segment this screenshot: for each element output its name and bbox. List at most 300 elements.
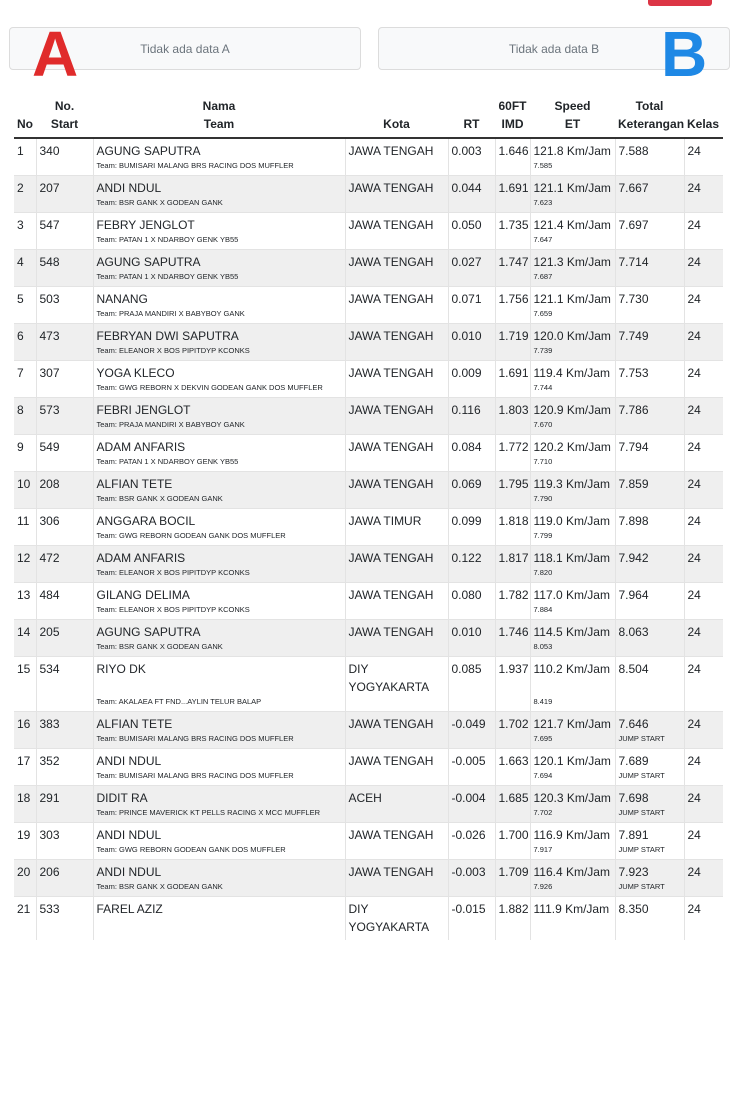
cell-empty	[14, 382, 36, 398]
cell-kota: JAWA TENGAH	[345, 176, 448, 198]
result-entry	[14, 398, 723, 435]
cell-no: 2	[14, 176, 36, 198]
cell-keterangan	[615, 530, 684, 546]
cell-empty	[36, 345, 93, 361]
cell-empty	[345, 844, 448, 860]
cell-speed: 121.8 Km/Jam	[530, 138, 615, 160]
table-row-detail	[14, 604, 723, 620]
cell-keterangan: JUMP START	[615, 770, 684, 786]
cell-empty	[448, 567, 495, 583]
cell-total: 7.923	[615, 860, 684, 882]
cell-empty	[14, 881, 36, 897]
cell-empty	[684, 641, 723, 657]
cell-keterangan	[615, 160, 684, 176]
cell-rt: 0.044	[448, 176, 495, 198]
table-row	[14, 583, 723, 605]
cell-kelas: 24	[684, 657, 723, 697]
cell-empty	[14, 733, 36, 749]
table-row-detail	[14, 419, 723, 435]
cell-60ft-imd: 1.700	[495, 823, 530, 845]
result-entry	[14, 287, 723, 324]
cell-empty	[448, 770, 495, 786]
cell-empty	[495, 456, 530, 472]
cell-empty	[14, 271, 36, 287]
cell-kota: DIY YOGYAKARTA	[345, 657, 448, 697]
cell-total: 7.859	[615, 472, 684, 494]
cell-team: Team: GWG REBORN X DEKVIN GODEAN GANK DOS MUFFLER	[93, 382, 345, 398]
cell-rt: -0.004	[448, 786, 495, 808]
cell-empty	[448, 308, 495, 324]
cell-start-number: 303	[36, 823, 93, 845]
cell-rt: 0.084	[448, 435, 495, 457]
table-row-detail	[14, 567, 723, 583]
cell-speed: 121.7 Km/Jam	[530, 712, 615, 734]
cell-empty	[684, 696, 723, 712]
cell-kelas: 24	[684, 620, 723, 642]
cell-kelas: 24	[684, 749, 723, 771]
cell-60ft-imd: 1.746	[495, 620, 530, 642]
cell-empty	[448, 936, 495, 940]
cell-speed: 111.9 Km/Jam	[530, 897, 615, 937]
cell-empty	[448, 382, 495, 398]
cell-et: 7.926	[530, 881, 615, 897]
cell-total: 7.898	[615, 509, 684, 531]
result-entry	[14, 176, 723, 213]
cell-empty	[495, 493, 530, 509]
col-total-keterangan: Total Keterangan	[615, 95, 684, 138]
cell-empty	[345, 271, 448, 287]
cell-no: 3	[14, 213, 36, 235]
cell-total: 7.689	[615, 749, 684, 771]
cell-keterangan	[615, 493, 684, 509]
cell-kelas: 24	[684, 287, 723, 309]
cell-kota: JAWA TIMUR	[345, 509, 448, 531]
cell-empty	[448, 641, 495, 657]
cell-no: 20	[14, 860, 36, 882]
cell-60ft-imd: 1.719	[495, 324, 530, 346]
cell-empty	[684, 733, 723, 749]
cell-kelas: 24	[684, 176, 723, 198]
cell-speed: 121.3 Km/Jam	[530, 250, 615, 272]
cell-empty	[495, 419, 530, 435]
result-entry	[14, 213, 723, 250]
cell-empty	[345, 382, 448, 398]
cell-empty	[14, 345, 36, 361]
cell-team: Team: PRAJA MANDIRI X BABYBOY GANK	[93, 308, 345, 324]
cell-empty	[14, 807, 36, 823]
cell-kota: JAWA TENGAH	[345, 823, 448, 845]
cell-keterangan: JUMP START	[615, 733, 684, 749]
cell-rider-name: DIDIT RA	[93, 786, 345, 808]
cell-empty	[36, 936, 93, 940]
cell-total: 7.698	[615, 786, 684, 808]
cell-no: 21	[14, 897, 36, 937]
col-no: No	[14, 95, 36, 138]
cell-empty	[36, 567, 93, 583]
cell-rt: 0.027	[448, 250, 495, 272]
cell-rt: 0.071	[448, 287, 495, 309]
cell-empty	[448, 696, 495, 712]
cell-empty	[14, 696, 36, 712]
cell-keterangan	[615, 271, 684, 287]
table-row	[14, 712, 723, 734]
cell-start-number: 548	[36, 250, 93, 272]
cell-et: 7.799	[530, 530, 615, 546]
cell-rider-name: ALFIAN TETE	[93, 712, 345, 734]
cell-start-number: 206	[36, 860, 93, 882]
cell-60ft-imd: 1.691	[495, 361, 530, 383]
cell-empty	[448, 160, 495, 176]
cell-total: 7.942	[615, 546, 684, 568]
cell-rt: 0.010	[448, 324, 495, 346]
cell-keterangan: JUMP START	[615, 844, 684, 860]
cell-start-number: 549	[36, 435, 93, 457]
cell-empty	[345, 456, 448, 472]
cell-empty	[345, 493, 448, 509]
cell-empty	[495, 234, 530, 250]
cell-empty	[345, 807, 448, 823]
result-entry	[14, 749, 723, 786]
result-entry	[14, 897, 723, 941]
cell-team: Team: PATAN 1 X NDARBOY GENK YB55	[93, 271, 345, 287]
cell-empty	[345, 308, 448, 324]
cell-speed: 116.9 Km/Jam	[530, 823, 615, 845]
cell-rt: 0.010	[448, 620, 495, 642]
table-row-detail	[14, 493, 723, 509]
cell-kelas: 24	[684, 250, 723, 272]
table-row	[14, 250, 723, 272]
cell-empty	[684, 271, 723, 287]
cell-kelas: 24	[684, 361, 723, 383]
cell-no: 8	[14, 398, 36, 420]
cell-rider-name: RIYO DK	[93, 657, 345, 697]
cell-et: 7.820	[530, 567, 615, 583]
cell-rider-name: FEBRI JENGLOT	[93, 398, 345, 420]
cell-team: Team: PATAN 1 X NDARBOY GENK YB55	[93, 456, 345, 472]
cell-keterangan	[615, 197, 684, 213]
table-row	[14, 657, 723, 697]
cell-speed: 120.0 Km/Jam	[530, 324, 615, 346]
cell-no: 7	[14, 361, 36, 383]
cell-rt: 0.050	[448, 213, 495, 235]
cell-empty	[495, 696, 530, 712]
cell-kelas: 24	[684, 823, 723, 845]
cell-empty	[495, 604, 530, 620]
cell-60ft-imd: 1.735	[495, 213, 530, 235]
cell-60ft-imd: 1.702	[495, 712, 530, 734]
cell-empty	[684, 604, 723, 620]
cell-60ft-imd: 1.685	[495, 786, 530, 808]
result-entry	[14, 472, 723, 509]
cell-et: 7.702	[530, 807, 615, 823]
cell-total: 8.350	[615, 897, 684, 937]
cell-rider-name: ALFIAN TETE	[93, 472, 345, 494]
cell-empty	[14, 456, 36, 472]
cell-et: 7.744	[530, 382, 615, 398]
cell-empty	[448, 493, 495, 509]
cell-kota: JAWA TENGAH	[345, 361, 448, 383]
cell-start-number: 208	[36, 472, 93, 494]
cell-kelas: 24	[684, 860, 723, 882]
cell-no: 11	[14, 509, 36, 531]
cell-empty	[495, 567, 530, 583]
table-row-detail	[14, 456, 723, 472]
cell-no: 4	[14, 250, 36, 272]
cell-total: 7.964	[615, 583, 684, 605]
cell-rt: 0.003	[448, 138, 495, 160]
cell-kota: JAWA TENGAH	[345, 472, 448, 494]
cell-total: 8.063	[615, 620, 684, 642]
cell-empty	[495, 844, 530, 860]
cell-60ft-imd: 1.709	[495, 860, 530, 882]
cell-speed: 121.4 Km/Jam	[530, 213, 615, 235]
cell-total: 7.714	[615, 250, 684, 272]
cell-rt: -0.005	[448, 749, 495, 771]
cell-total: 7.588	[615, 138, 684, 160]
cell-speed: 120.2 Km/Jam	[530, 435, 615, 457]
table-row-detail	[14, 807, 723, 823]
cell-empty	[36, 308, 93, 324]
cell-60ft-imd: 1.795	[495, 472, 530, 494]
cell-rt: 0.085	[448, 657, 495, 697]
cell-start-number: 291	[36, 786, 93, 808]
cell-empty	[345, 419, 448, 435]
cell-empty	[36, 160, 93, 176]
cell-empty	[14, 493, 36, 509]
table-row-detail	[14, 271, 723, 287]
result-entry	[14, 657, 723, 712]
cell-speed: 119.3 Km/Jam	[530, 472, 615, 494]
cell-rider-name: YOGA KLECO	[93, 361, 345, 383]
cell-et	[530, 936, 615, 940]
cell-empty	[495, 733, 530, 749]
cell-empty	[448, 807, 495, 823]
cell-empty	[448, 234, 495, 250]
cell-team: Team: BUMISARI MALANG BRS RACING DOS MUFFLER	[93, 770, 345, 786]
table-row-detail	[14, 936, 723, 940]
cell-empty	[345, 160, 448, 176]
table-row	[14, 138, 723, 160]
cell-et: 8.053	[530, 641, 615, 657]
results-table	[14, 95, 723, 940]
cell-team: Team: ELEANOR X BOS PIPITDYP KCONKS	[93, 345, 345, 361]
cell-no: 14	[14, 620, 36, 642]
result-entry	[14, 786, 723, 823]
cell-empty	[14, 567, 36, 583]
cell-empty	[495, 345, 530, 361]
table-row-detail	[14, 234, 723, 250]
cell-speed: 119.0 Km/Jam	[530, 509, 615, 531]
cell-empty	[36, 641, 93, 657]
cell-no: 13	[14, 583, 36, 605]
lane-a-letter: A	[32, 18, 79, 90]
cell-rider-name: ADAM ANFARIS	[93, 546, 345, 568]
cell-total: 7.794	[615, 435, 684, 457]
cell-no: 6	[14, 324, 36, 346]
cell-rt: 0.122	[448, 546, 495, 568]
table-row-detail	[14, 308, 723, 324]
col-no-start: No. Start	[36, 95, 93, 138]
cell-rider-name: FAREL AZIZ	[93, 897, 345, 937]
cell-total: 7.891	[615, 823, 684, 845]
table-row	[14, 509, 723, 531]
cell-empty	[36, 382, 93, 398]
cell-empty	[36, 456, 93, 472]
table-row-detail	[14, 733, 723, 749]
table-row	[14, 287, 723, 309]
table-row	[14, 749, 723, 771]
cell-speed: 117.0 Km/Jam	[530, 583, 615, 605]
cell-empty	[36, 770, 93, 786]
col-kelas: Kelas	[684, 95, 723, 138]
cell-kota: DIY YOGYAKARTA	[345, 897, 448, 937]
cell-kota: JAWA TENGAH	[345, 546, 448, 568]
cell-kelas: 24	[684, 213, 723, 235]
cell-team: Team: BSR GANK X GODEAN GANK	[93, 197, 345, 213]
cell-empty	[448, 604, 495, 620]
cell-kota: JAWA TENGAH	[345, 620, 448, 642]
cell-kelas: 24	[684, 435, 723, 457]
cell-keterangan	[615, 456, 684, 472]
cell-rt: -0.026	[448, 823, 495, 845]
cell-rider-name: ANDI NDUL	[93, 749, 345, 771]
cell-keterangan	[615, 345, 684, 361]
cell-empty	[345, 641, 448, 657]
cell-empty	[14, 197, 36, 213]
cell-60ft-imd: 1.803	[495, 398, 530, 420]
result-entry	[14, 712, 723, 749]
cell-empty	[345, 234, 448, 250]
table-row-detail	[14, 770, 723, 786]
table-row-detail	[14, 641, 723, 657]
cell-rider-name: AGUNG SAPUTRA	[93, 620, 345, 642]
lane-a-empty-text: Tidak ada data A	[140, 41, 230, 56]
cell-start-number: 306	[36, 509, 93, 531]
cell-kota: JAWA TENGAH	[345, 749, 448, 771]
table-row	[14, 786, 723, 808]
cell-empty	[14, 160, 36, 176]
cell-team: Team: BSR GANK X GODEAN GANK	[93, 881, 345, 897]
table-row	[14, 213, 723, 235]
top-action-button[interactable]	[648, 0, 712, 6]
cell-empty	[14, 419, 36, 435]
cell-empty	[684, 419, 723, 435]
cell-empty	[495, 807, 530, 823]
table-row	[14, 860, 723, 882]
col-60ft-imd: 60FT IMD	[495, 95, 530, 138]
cell-kelas: 24	[684, 712, 723, 734]
cell-start-number: 573	[36, 398, 93, 420]
cell-empty	[684, 881, 723, 897]
lane-b-letter: B	[661, 18, 708, 90]
cell-start-number: 473	[36, 324, 93, 346]
cell-et: 7.694	[530, 770, 615, 786]
cell-total: 7.749	[615, 324, 684, 346]
cell-total: 7.786	[615, 398, 684, 420]
cell-empty	[684, 567, 723, 583]
cell-empty	[684, 234, 723, 250]
cell-empty	[684, 530, 723, 546]
cell-kelas: 24	[684, 324, 723, 346]
cell-start-number: 547	[36, 213, 93, 235]
cell-et: 7.695	[530, 733, 615, 749]
cell-empty	[14, 936, 36, 940]
cell-60ft-imd: 1.782	[495, 583, 530, 605]
cell-empty	[36, 604, 93, 620]
cell-60ft-imd: 1.882	[495, 897, 530, 937]
cell-empty	[345, 197, 448, 213]
cell-no: 9	[14, 435, 36, 457]
cell-60ft-imd: 1.663	[495, 749, 530, 771]
cell-empty	[345, 770, 448, 786]
cell-empty	[684, 456, 723, 472]
cell-kelas: 24	[684, 509, 723, 531]
cell-rt: -0.015	[448, 897, 495, 937]
cell-empty	[448, 881, 495, 897]
cell-start-number: 534	[36, 657, 93, 697]
cell-no: 1	[14, 138, 36, 160]
result-entry	[14, 435, 723, 472]
cell-keterangan	[615, 382, 684, 398]
cell-team: Team: BSR GANK X GODEAN GANK	[93, 641, 345, 657]
cell-empty	[495, 770, 530, 786]
cell-rider-name: ANDI NDUL	[93, 176, 345, 198]
cell-start-number: 307	[36, 361, 93, 383]
cell-empty	[684, 382, 723, 398]
cell-team	[93, 936, 345, 940]
cell-team: Team: PATAN 1 X NDARBOY GENK YB55	[93, 234, 345, 250]
cell-empty	[495, 641, 530, 657]
cell-start-number: 205	[36, 620, 93, 642]
cell-empty	[684, 308, 723, 324]
cell-keterangan	[615, 696, 684, 712]
cell-60ft-imd: 1.818	[495, 509, 530, 531]
table-row-detail	[14, 345, 723, 361]
table-row	[14, 620, 723, 642]
cell-total: 7.667	[615, 176, 684, 198]
cell-kelas: 24	[684, 398, 723, 420]
cell-kota: JAWA TENGAH	[345, 860, 448, 882]
cell-empty	[684, 197, 723, 213]
cell-speed: 120.1 Km/Jam	[530, 749, 615, 771]
cell-empty	[36, 696, 93, 712]
cell-keterangan	[615, 936, 684, 940]
table-row	[14, 361, 723, 383]
cell-empty	[36, 807, 93, 823]
cell-kelas: 24	[684, 138, 723, 160]
result-entry	[14, 860, 723, 897]
cell-keterangan	[615, 567, 684, 583]
cell-team: Team: PRINCE MAVERICK KT PELLS RACING X MCC MUFFLER	[93, 807, 345, 823]
table-row	[14, 176, 723, 198]
cell-empty	[495, 881, 530, 897]
cell-et: 7.647	[530, 234, 615, 250]
result-entry	[14, 823, 723, 860]
cell-empty	[495, 936, 530, 940]
cell-team: Team: ELEANOR X BOS PIPITDYP KCONKS	[93, 567, 345, 583]
cell-speed: 120.9 Km/Jam	[530, 398, 615, 420]
cell-empty	[495, 530, 530, 546]
result-entry	[14, 546, 723, 583]
cell-speed: 114.5 Km/Jam	[530, 620, 615, 642]
cell-empty	[36, 419, 93, 435]
lane-b-empty-text: Tidak ada data B	[508, 41, 600, 56]
cell-empty	[684, 807, 723, 823]
cell-team: Team: ELEANOR X BOS PIPITDYP KCONKS	[93, 604, 345, 620]
cell-et: 7.659	[530, 308, 615, 324]
cell-no: 16	[14, 712, 36, 734]
cell-empty	[345, 733, 448, 749]
